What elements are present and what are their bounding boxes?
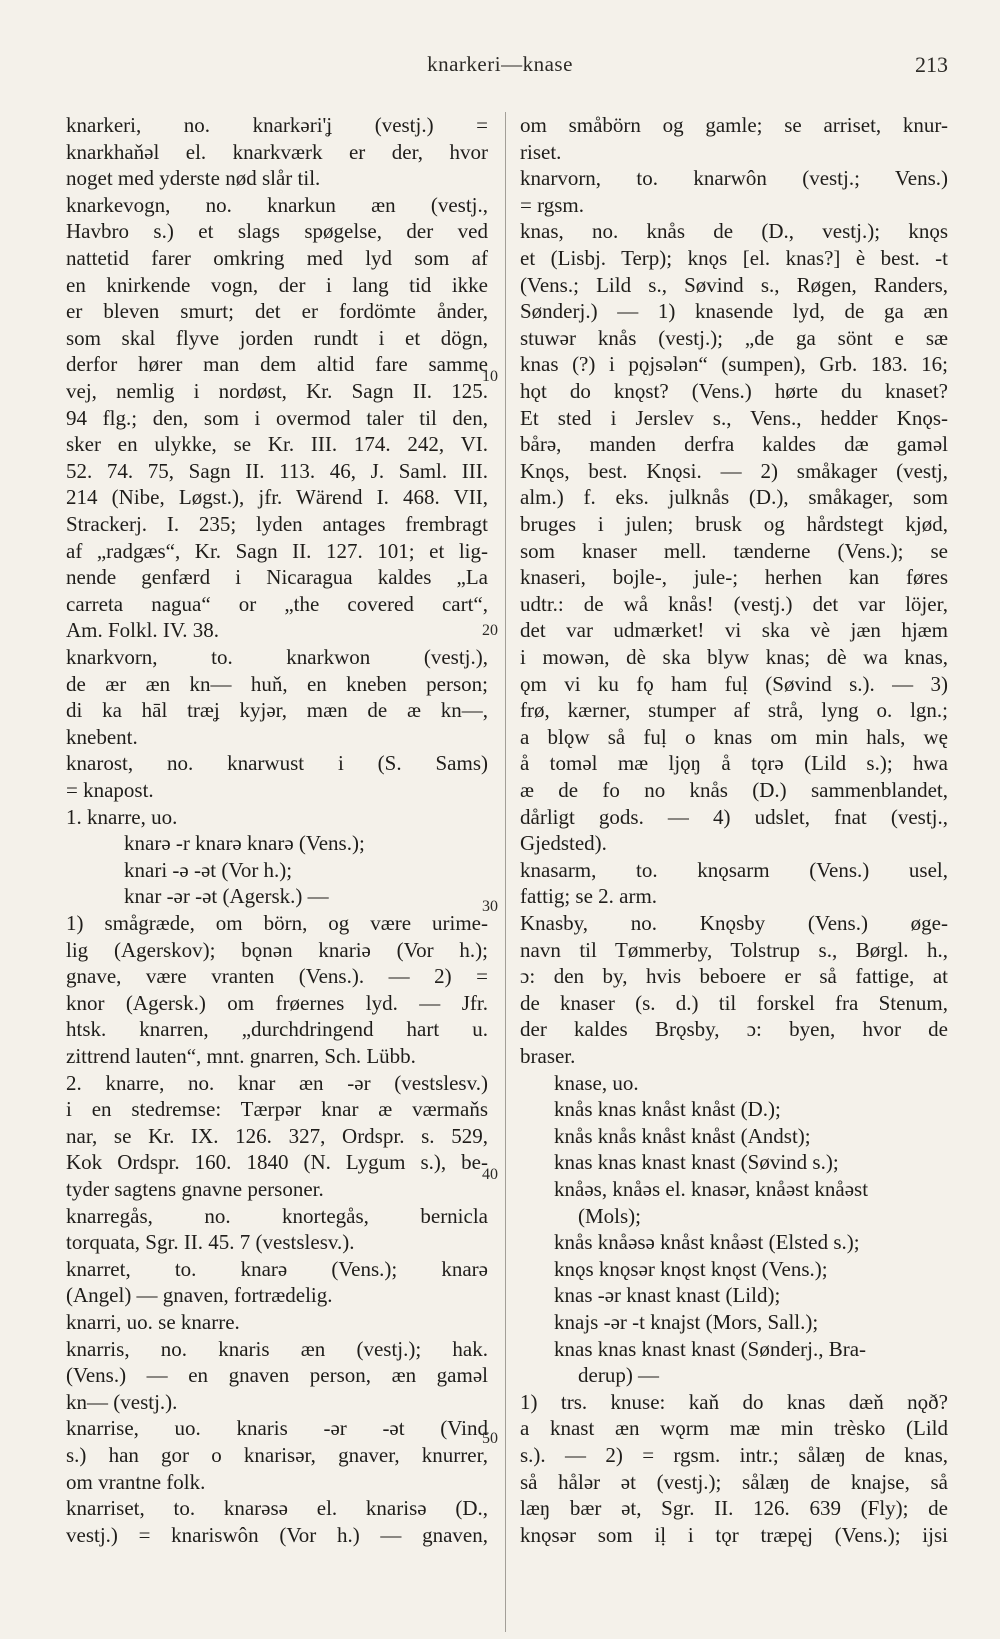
text-line: nattetid farer omkring med lyd som af bbox=[66, 246, 488, 270]
line-number: 50 bbox=[482, 1430, 498, 1447]
text-line: bårə, manden derfra kaldes dæ gaməl bbox=[520, 432, 948, 457]
text-line: Am. Folkl. IV. 38. bbox=[66, 618, 220, 643]
text-line: nar, se Kr. IX. 126. 327, Ordspr. s. 529, bbox=[66, 1123, 488, 1148]
line-number: 10 bbox=[482, 368, 498, 385]
text-line: det var udmærket! vi ska vè jæn hjæm bbox=[520, 618, 948, 643]
text-line: som knaser mell. tænderne (Vens.); se bbox=[520, 538, 948, 563]
text-line: knås knås knåst knåst (Andst); bbox=[554, 1123, 811, 1148]
text-line: knarret, to. knarə (Vens.); knarə bbox=[66, 1256, 488, 1281]
text-line: frø, kærner, stumper af strå, lyng o. lgn.; bbox=[520, 698, 948, 723]
text-line: en knirkende vogn, der i lang tid ikke bbox=[66, 272, 488, 297]
running-head bbox=[0, 52, 1000, 84]
text-line: knarost, no. knarwust i (S. Sams) bbox=[66, 751, 488, 776]
text-line: Knasby, no. Knǫsby (Vens.) øge- bbox=[520, 911, 948, 935]
text-line: Sønderj.) — 1) knasende lyd, de ga æn bbox=[520, 299, 948, 324]
text-line: knas knas knast knast (Sønderj., Bra- bbox=[554, 1336, 867, 1361]
text-line: noget med yderste nød slår til. bbox=[66, 166, 321, 191]
text-line: 214 (Nibe, Løgst.), jfr. Wärend I. 468. VII, bbox=[66, 485, 488, 510]
text-line: navn til Tømmerby, Tolstrup s., Børgl. h., bbox=[520, 937, 948, 962]
text-line: di ka hāl træʝ kyjər, mæn de æ kn—, bbox=[66, 698, 488, 723]
text-line: de ær æn kn— huň, en kneben person; bbox=[66, 671, 488, 696]
text-line: 1) trs. knuse: kaň do knas dæň nǫð? bbox=[520, 1389, 948, 1414]
text-line: knas (?) i pǫjsələn“ (sumpen), Grb. 183. 16; bbox=[520, 352, 948, 377]
text-line: = rgsm. bbox=[520, 192, 584, 217]
line-number: 30 bbox=[482, 898, 498, 915]
text-line: et (Lisbj. Terp); knǫs [el. knas?] è best. -t bbox=[520, 246, 948, 270]
text-line: s.) han gor o knarisər, gnaver, knurrer, bbox=[66, 1443, 488, 1467]
text-line: bruges i julen; brusk og hårdstegt kjød, bbox=[520, 512, 948, 536]
text-line: torquata, Sgr. II. 45. 7 (vestslesv.). bbox=[66, 1230, 355, 1255]
text-line: Kok Ordspr. 160. 1840 (N. Lygum s.), be- bbox=[66, 1150, 488, 1175]
text-line: å toməl mæ ljǫŋ å tǫrə (Lild s.); hwa bbox=[520, 751, 948, 776]
text-line: knås knåəsə knåst knåəst (Elsted s.); bbox=[554, 1230, 860, 1255]
text-line: lig (Agerskov); bǫnən knariə (Vor h.); bbox=[66, 937, 488, 962]
text-line: knajs -ər -t knajst (Mors, Sall.); bbox=[554, 1310, 819, 1334]
text-line: 52. 74. 75, Sagn II. 113. 46, J. Saml. III. bbox=[66, 458, 488, 483]
text-line: 2. knarre, no. knar æn -ər (vestslesv.) bbox=[66, 1070, 488, 1095]
text-line: braser. bbox=[520, 1044, 576, 1068]
text-line: Knǫs, best. Knǫsi. — 2) småkager (vestj, bbox=[520, 458, 948, 483]
text-line: i mowən, dè ska blyw knas; dè wa knas, bbox=[520, 645, 948, 669]
text-line: dårligt gods. — 4) udslet, fnat (vestj., bbox=[520, 804, 948, 829]
text-line: der kaldes Brǫsby, ɔ: byen, hvor de bbox=[520, 1017, 948, 1042]
text-line: knarkhaňəl el. knarkværk er der, hvor bbox=[66, 139, 488, 164]
text-line: (Angel) — gnaven, fortrædelig. bbox=[66, 1283, 333, 1308]
text-line: knarriset, to. knarəsə el. knarisə (D., bbox=[66, 1496, 488, 1521]
text-line: kn— (vestj.). bbox=[66, 1389, 178, 1414]
text-line: knas knas knast knast (Søvind s.); bbox=[554, 1150, 839, 1175]
text-line: knås knas knåst knåst (D.); bbox=[554, 1097, 781, 1122]
text-line: ǫm vi ku fǫ ham fuḷ (Søvind s.). — 3) bbox=[520, 671, 948, 696]
text-line: knarkevogn, no. knarkun æn (vestj., bbox=[66, 192, 488, 217]
text-line: knarvorn, to. knarwôn (vestj.; Vens.) bbox=[520, 166, 948, 191]
text-line: om vrantne folk. bbox=[66, 1469, 206, 1494]
text-line: derfor hører man dem altid fare samme bbox=[66, 352, 488, 377]
text-line: fattig; se 2. arm. bbox=[520, 884, 658, 909]
text-line: knasarm, to. knǫsarm (Vens.) usel, bbox=[520, 857, 948, 882]
text-line: vestj.) = knariswôn (Vor h.) — gnaven, bbox=[66, 1522, 488, 1547]
column-divider bbox=[505, 112, 506, 1632]
text-line: er bleven smurt; det er fordömte ånder, bbox=[66, 299, 488, 324]
text-line: zittrend lauten“, mnt. gnarren, Sch. Lübb. bbox=[66, 1044, 416, 1068]
running-head-title: knarkeri—knase bbox=[427, 52, 573, 76]
text-line: carreta nagua“ or „the covered cart“, bbox=[66, 591, 488, 616]
text-line: = knapost. bbox=[66, 778, 154, 802]
text-line: ɔ: den by, hvis beboere er så fattige, at bbox=[520, 964, 948, 989]
text-line: Gjedsted). bbox=[520, 831, 607, 856]
text-line: knor (Agersk.) om frøernes lyd. — Jfr. bbox=[66, 990, 488, 1015]
text-line: af „radgæs“, Kr. Sagn II. 127. 101; et lig- bbox=[66, 538, 488, 563]
text-line: knase, uo. bbox=[554, 1070, 639, 1095]
text-line: knaseri, bojle-, jule-; herhen kan føres bbox=[520, 565, 948, 590]
text-line: knarə -r knarə knarə (Vens.); bbox=[124, 831, 365, 856]
line-number: 20 bbox=[482, 622, 498, 639]
text-line: a blǫw så fuḷ o knas om min hals, wę bbox=[520, 724, 948, 749]
text-line: gnave, være vranten (Vens.). — 2) = bbox=[66, 964, 488, 989]
text-line: s.). — 2) = rgsm. intr.; sålæŋ de knas, bbox=[520, 1443, 948, 1467]
text-line: om småbörn og gamle; se arriset, knur- bbox=[520, 113, 948, 137]
text-line: 94 flg.; den, som i overmod taler til den, bbox=[66, 405, 488, 430]
text-line: læŋ bær ət, Sgr. II. 126. 639 (Fly); de bbox=[520, 1496, 948, 1521]
text-line: (Vens.) — en gnaven person, æn gaməl bbox=[66, 1363, 488, 1388]
text-line: (Vens.; Lild s., Søvind s., Røgen, Randers, bbox=[520, 272, 948, 297]
text-line: hǫt do knǫst? (Vens.) hørte du knaset? bbox=[520, 379, 948, 403]
text-line: 1. knarre, uo. bbox=[66, 804, 178, 829]
text-line: vej, nemlig i nordøst, Kr. Sagn II. 125. bbox=[66, 379, 488, 403]
line-number: 40 bbox=[482, 1166, 498, 1183]
text-line: så hålər ət (vestj.); sålæŋ de knajse, så bbox=[520, 1469, 948, 1494]
text-line: knari -ə -ət (Vor h.); bbox=[124, 857, 293, 882]
text-line: i en stedremse: Tærpər knar æ værmaňs bbox=[66, 1097, 488, 1122]
text-line: knåəs, knåəs el. knasər, knåəst knåəst bbox=[554, 1177, 869, 1201]
text-line: knar -ər -ət (Agersk.) — bbox=[124, 884, 329, 909]
text-line: knǫs knǫsər knǫst knǫst (Vens.); bbox=[554, 1256, 828, 1281]
text-line: knarri, uo. se knarre. bbox=[66, 1310, 240, 1334]
text-line: Et sted i Jerslev s., Vens., hedder Knǫs- bbox=[520, 405, 948, 430]
text-line: nende genfærd i Nicaragua kaldes „La bbox=[66, 565, 488, 590]
text-line: knas -ər knast knast (Lild); bbox=[554, 1283, 781, 1308]
text-line: stuwər knås (vestj.); „de ga sönt e sæ bbox=[520, 325, 948, 350]
text-line: tyder sagtens gnavne personer. bbox=[66, 1177, 324, 1201]
text-line: knarregås, no. knortegås, bernicla bbox=[66, 1203, 488, 1228]
text-line: sker en ulykke, se Kr. III. 174. 242, VI. bbox=[66, 432, 488, 457]
text-line: knarrise, uo. knaris -ər -ət (Vind bbox=[66, 1416, 488, 1441]
text-line: alm.) f. eks. julknås (D.), småkager, som bbox=[520, 485, 948, 510]
text-line: knarkvorn, to. knarkwon (vestj.), bbox=[66, 645, 488, 669]
text-line: knebent. bbox=[66, 724, 138, 749]
text-line: htsk. knarren, „durchdringend hart u. bbox=[66, 1017, 488, 1042]
text-line: riset. bbox=[520, 139, 562, 164]
text-line: udtr.: de wå knås! (vestj.) det var löjer, bbox=[520, 591, 948, 616]
text-line: de knaser (s. d.) til forskel fra Stenum, bbox=[520, 990, 948, 1015]
text-line: knas, no. knås de (D., vestj.); knǫs bbox=[520, 219, 948, 244]
text-line: knarris, no. knaris æn (vestj.); hak. bbox=[66, 1336, 488, 1361]
text-line: Strackerj. I. 235; lyden antages frembragt bbox=[66, 512, 488, 536]
text-line: a knast æn wǫrm mæ min trèsko (Lild bbox=[520, 1416, 948, 1441]
page-number: 213 bbox=[915, 52, 948, 77]
text-line: knarkeri, no. knarkəri'ʝ (vestj.) = bbox=[66, 113, 488, 137]
text-line: æ de fo no knås (D.) sammenblandet, bbox=[520, 778, 948, 802]
text-line: (Mols); bbox=[578, 1203, 641, 1228]
text-line: derup) — bbox=[578, 1363, 660, 1388]
text-line: som skal flyve jorden rundt i et dögn, bbox=[66, 325, 488, 350]
text-line: knǫsər som iḷ i tǫr træpęj (Vens.); ijsi bbox=[520, 1522, 948, 1547]
text-line: Havbro s.) et slags spøgelse, der ved bbox=[66, 219, 488, 244]
text-line: 1) smågræde, om börn, og være urime- bbox=[66, 911, 488, 935]
